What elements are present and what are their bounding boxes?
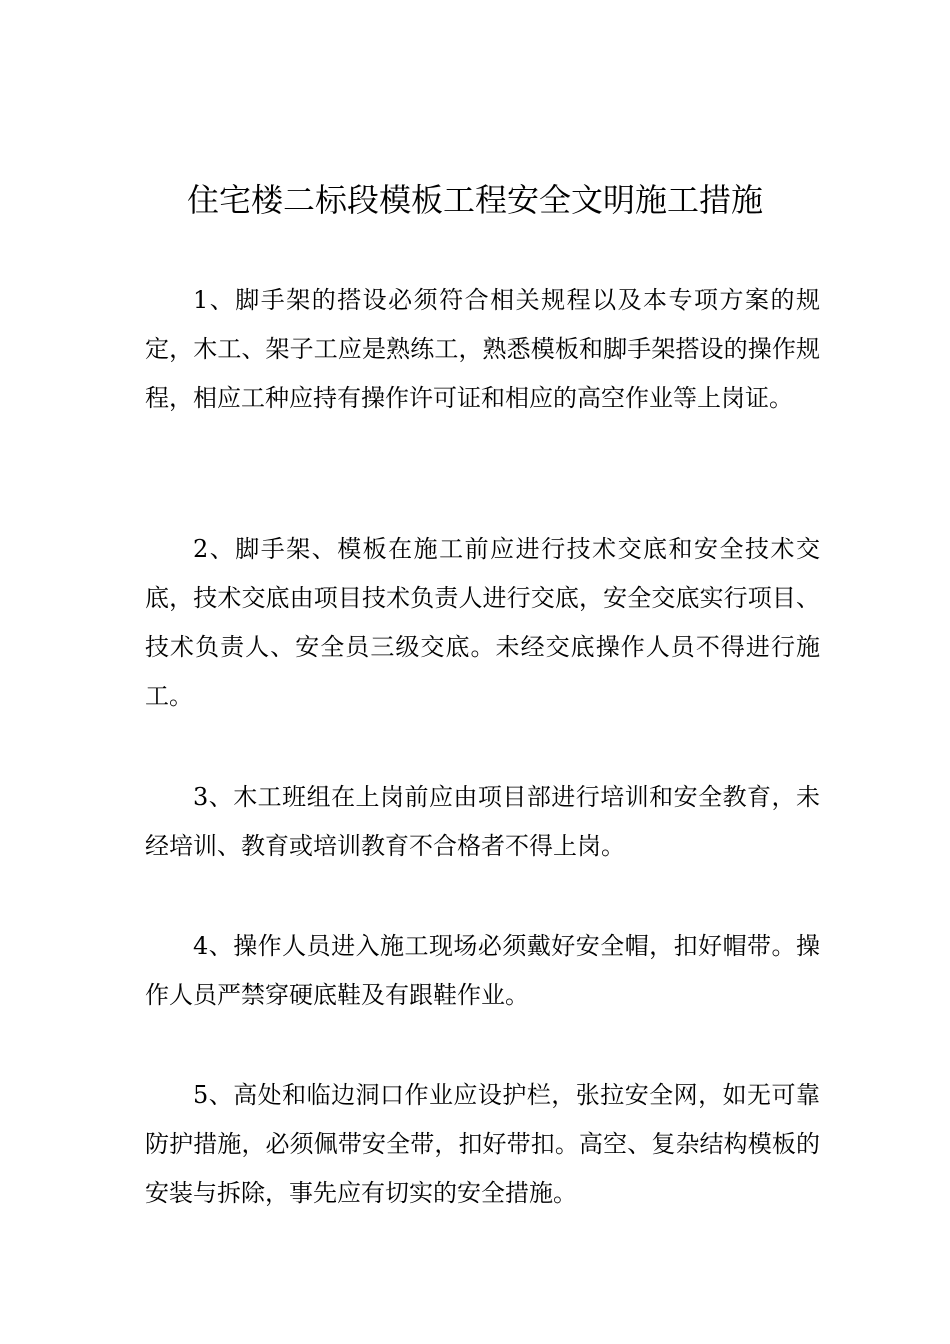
paragraph-1: 1、脚手架的搭设必须符合相关规程以及本专项方案的规定，木工、架子工应是熟练工，熟悉模板和脚手架搭设的操作规程，相应工种应持有操作许可证和相应的高空作业等上岗证。 [145, 286, 820, 412]
document-title: 住宅楼二标段模板工程安全文明施工措施 [186, 181, 763, 219]
paragraph-5: 5、高处和临边洞口作业应设护栏，张拉安全网，如无可靠防护措施，必须佩带安全带，扣好带扣。高空、复杂结构模板的安装与拆除，事先应有切实的安全措施。 [145, 1081, 820, 1207]
paragraph-2: 2、脚手架、模板在施工前应进行技术交底和安全技术交底，技术交底由项目技术负责人进行交底，安全交底实行项目、技术负责人、安全员三级交底。未经交底操作人员不得进行施工。 [145, 535, 820, 710]
paragraph-3: 3、木工班组在上岗前应由项目部进行培训和安全教育，未经培训、教育或培训教育不合格者不得上岗。 [145, 783, 820, 860]
paragraph-4: 4、操作人员进入施工现场必须戴好安全帽，扣好帽带。操作人员严禁穿硬底鞋及有跟鞋作业。 [145, 932, 820, 1009]
